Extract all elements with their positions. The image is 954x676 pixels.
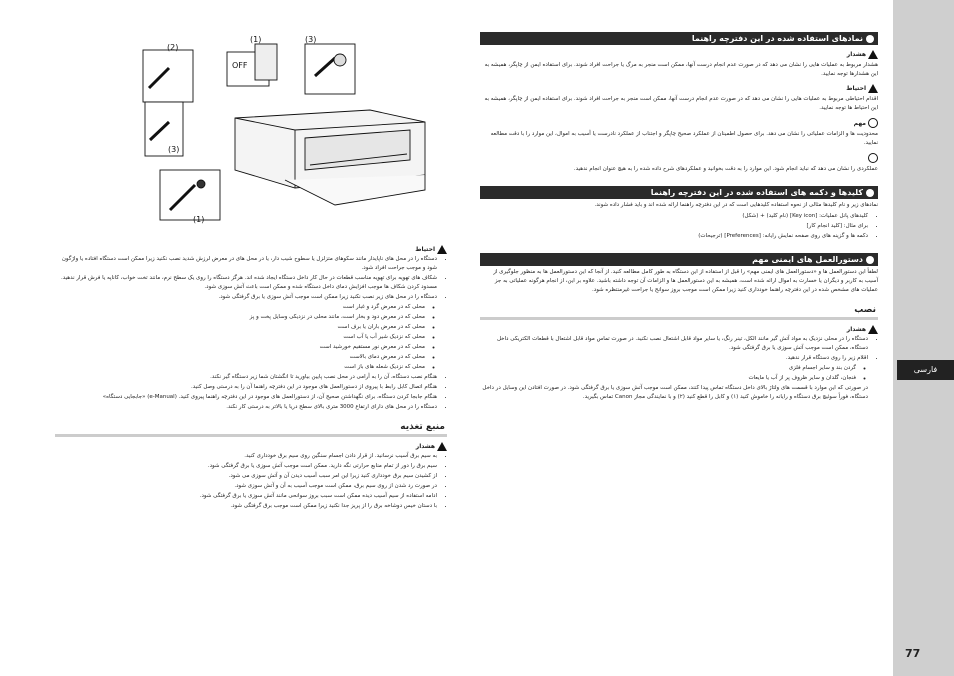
warning-label: هشدار	[480, 325, 878, 334]
list-item: ◦ محلی که در معرض دمای بالاست	[55, 353, 425, 362]
list-item: ◦ محلی که در معرض دود و بخار است، مانند محلی در نزدیکی وسایل پخت و پز	[55, 313, 425, 322]
list-item: در صورتی که این موارد با قسمت های ولتاژ بالای داخل دستگاه تماس پیدا کنند، ممکن است موجب آتش سوزی یا برق گرفتگی شود. در صورت افتادن این وسایل در داخل دستگاه، فوراً سوئیچ برق دستگاه و رایانه را خاموش کنید (۱) و کابل را قطع کنید (۲) و با نمایندگی مجاز Canon تماس بگیرید.	[482, 385, 868, 400]
list-item: • ادامه استفاده از سیم آسیب دیده ممکن است سبب بروز سوانحی مانند آتش سوزی یا برق گرفتگی شود.	[55, 492, 437, 501]
power-supply-heading: منبع تغذیه	[55, 420, 447, 437]
prohibited-icon	[868, 153, 878, 163]
callout-label: (3)	[305, 35, 317, 44]
left-column	[55, 240, 447, 512]
warning-text: هشدار مربوط به عملیات هایی را نشان می دهد که در صورت عدم انجام درست آنها، ممکن است منجر به مرگ یا جراحت افراد شوند. برای استفاده ایمن از چاپگر، همیشه به این هشدارها توجه نمایید.	[484, 62, 878, 77]
list-item: • کلیدهای پانل عملیات: [Key icon] (نام کلید) + (شکل)	[480, 212, 868, 221]
important-text: محدودیت ها و الزامات عملیاتی را نشان می دهد. برای حصول اطمینان از عملکرد صحیح چاپگر و اجتناب از عملکرد نادرست یا آسیب به اموال، این موارد را با دقت مطالعه نمایید.	[490, 131, 878, 146]
list-item: • دستگاه را در محل های دارای ارتفاع 3000 متری بالای سطح دریا یا بالاتر به درستی کار نکند.	[55, 403, 437, 412]
caution-label: احتیاط	[480, 84, 878, 93]
list-item: ◦ فنجان، گلدان و سایر ظروف پر از آب یا مایعات	[480, 374, 856, 383]
list-item: • سیم برق را دور از تمام منابع حرارتی نگه دارید. ممکن است موجب آتش سوزی یا برق گرفتگی شود.	[55, 462, 437, 471]
section-header: کلیدها و دکمه های استفاده شده در این دفترچه راهنما	[480, 186, 878, 199]
caution-icon	[437, 245, 447, 254]
list-item: • دستگاه را در محل های زیر نصب نکنید زیرا ممکن است موجب آتش سوزی یا برق گرفتگی شود.	[55, 293, 437, 302]
safety-intro: لطفاً این دستورالعمل ها و «دستورالعمل های ایمنی مهم» را قبل از استفاده از این دستگاه به طور کامل مطالعه کنید. از آنجا که این دستورالعمل ها به منظور جلوگیری از آسیب به کاربر و دیگران یا خسارت به اموال ارائه شده است، همیشه به این دستورالعمل ها و الزامات آن توجه داشته باشید. علاوه بر این، از انجام هرگونه عملیاتی به جز عملیات های مشخص شده در این دفترچه راهنما خودداری کنید زیرا ممکن است موجب بروز سوانح یا جراحت غیرمنتظره شود.	[493, 269, 878, 293]
callout-label: (1)	[193, 215, 205, 224]
caution-text: اقدام احتیاطی مربوط به عملیات هایی را نشان می دهد که در صورت عدم انجام درست آنها، ممکن است منجر به جراحت افراد شوند. برای استفاده ایمن از چاپگر، همیشه به این احتیاط ها توجه نمایید.	[484, 96, 878, 111]
list-item: ◦ محلی که در معرض باران یا برف است	[55, 323, 425, 332]
page-number: 77	[905, 647, 921, 660]
list-item: • هنگام جابجا کردن دستگاه، برای نگهداشتن صحیح آن، از دستورالعمل های موجود در این دفترچه راهنما پیروی کنید. (e-Manual) «جابجایی دستگاه»	[55, 393, 437, 402]
list-item: • هنگام نصب دستگاه، آن را به آرامی در محل نصب پایین بیاورید تا انگشتان شما زیر دستگاه گیر نکند.	[55, 373, 437, 382]
warning-icon	[437, 442, 447, 451]
right-column	[480, 26, 878, 403]
off-switch-label: OFF	[232, 61, 248, 70]
list-item: • دستگاه را در محل های ناپایدار مانند سکوهای متزلزل یا سطوح شیب دار، یا در محل های در معرض لرزش شدید نصب نکنید زیرا ممکن است دستگاه افتاده یا واژگون شود و موجب جراحت افراد شود.	[55, 255, 437, 273]
installation-heading: نصب	[480, 303, 878, 320]
callout-label: (1)	[250, 35, 262, 44]
caution-label: احتیاط	[55, 245, 447, 254]
list-item: ◦ محلی که نزدیک شیر آب یا آب است	[55, 333, 425, 342]
list-item: ◦ محلی که نزدیک شعله های باز است	[55, 363, 425, 372]
list-item: • هنگام اتصال کابل رابط با پیروی از دستورالعمل های موجود در این دفترچه راهنما آن را به درستی وصل کنید.	[55, 383, 437, 392]
list-item: ◦ گردن بند و سایر اجسام فلزی	[480, 364, 856, 373]
printer-illustration	[135, 30, 470, 230]
list-item: • برای مثال: [کلید انجام کار]	[480, 222, 868, 231]
list-item: ◦ محلی که در معرض نور مستقیم خورشید است	[55, 343, 425, 352]
list-item: • در صورت رد شدن از روی سیم برق، ممکن است موجب آسیب به آن و آتش سوزی شود.	[55, 482, 437, 491]
section-header: نمادهای استفاده شده در این دفترچه راهنما	[480, 32, 878, 45]
caution-icon	[868, 84, 878, 93]
list-item: • دستگاه را در محلی نزدیک به مواد آتش گیر مانند الکل، تینر رنگ، یا سایر مواد قابل اشتعال نصب نکنید. در صورت تماس مواد قابل اشتعال با قطعات الکتریکی داخل دستگاه، ممکن است موجب آتش سوزی یا برق گرفتگی شود.	[480, 335, 868, 353]
list-item: • اقلام زیر را روی دستگاه قرار ندهید.	[480, 354, 868, 363]
power-list	[55, 452, 447, 511]
list-item: • با دستان خیس دوشاخه برق را از پریز جدا نکنید زیرا ممکن است موجب برق گرفتگی شود.	[55, 502, 437, 511]
page-sidebar	[893, 0, 954, 676]
keys-list	[480, 212, 878, 241]
keys-intro: نمادهای زیر و نام کلیدها مثالی از نحوه استفاده کلیدهایی است که در این دفترچه راهنما ارائه شده اند و باید فشار داده شوند.	[594, 202, 878, 208]
warning-label: هشدار	[480, 50, 878, 59]
language-tab: فارسی	[897, 360, 954, 380]
warning-icon	[868, 50, 878, 59]
warning-label: هشدار	[55, 442, 447, 451]
important-label: مهم	[480, 118, 878, 128]
important-icon	[868, 118, 878, 128]
list-item: • شکاف های تهویه برای تهویه مناسب قطعات در حال کار داخل دستگاه ایجاد شده اند. هرگز دستگاه را روی یک سطح نرم، مانند تخت خواب، کاناپه یا فرش قرار ندهید. مسدود کردن شکاف ها موجب افزایش دمای داخل دستگاه شده و ممکن است باعث آتش سوزی شود.	[55, 274, 437, 292]
callout-label: (2)	[167, 43, 179, 52]
prohibited-text: عملکردی را نشان می دهد که نباید انجام شود. این موارد را به دقت بخوانید و عملکردهای شرح داده شده را به هیچ عنوان انجام ندهید.	[573, 166, 878, 172]
section-bullet-icon	[866, 189, 874, 197]
list-item: • به سیم برق آسیب نرسانید. از قرار دادن اجسام سنگین روی سیم برق خودداری کنید.	[55, 452, 437, 461]
section-bullet-icon	[866, 35, 874, 43]
list-item: • از کشیدن سیم برق خودداری کنید زیرا این امر سبب آسیب دیدن آن و آتش سوزی می شود.	[55, 472, 437, 481]
section-bullet-icon	[866, 256, 874, 264]
section-header: دستورالعمل های ایمنی مهم	[480, 253, 878, 266]
list-item: • دکمه ها و گزینه های روی صفحه نمایش رایانه: [Preferences] (ترجیحات)	[480, 232, 868, 241]
list-item: ◦ محلی که در معرض گرد و غبار است	[55, 303, 425, 312]
warning-icon	[868, 325, 878, 334]
caution-list	[55, 255, 447, 412]
callout-label: (3)	[168, 145, 180, 154]
installation-list	[480, 335, 878, 402]
